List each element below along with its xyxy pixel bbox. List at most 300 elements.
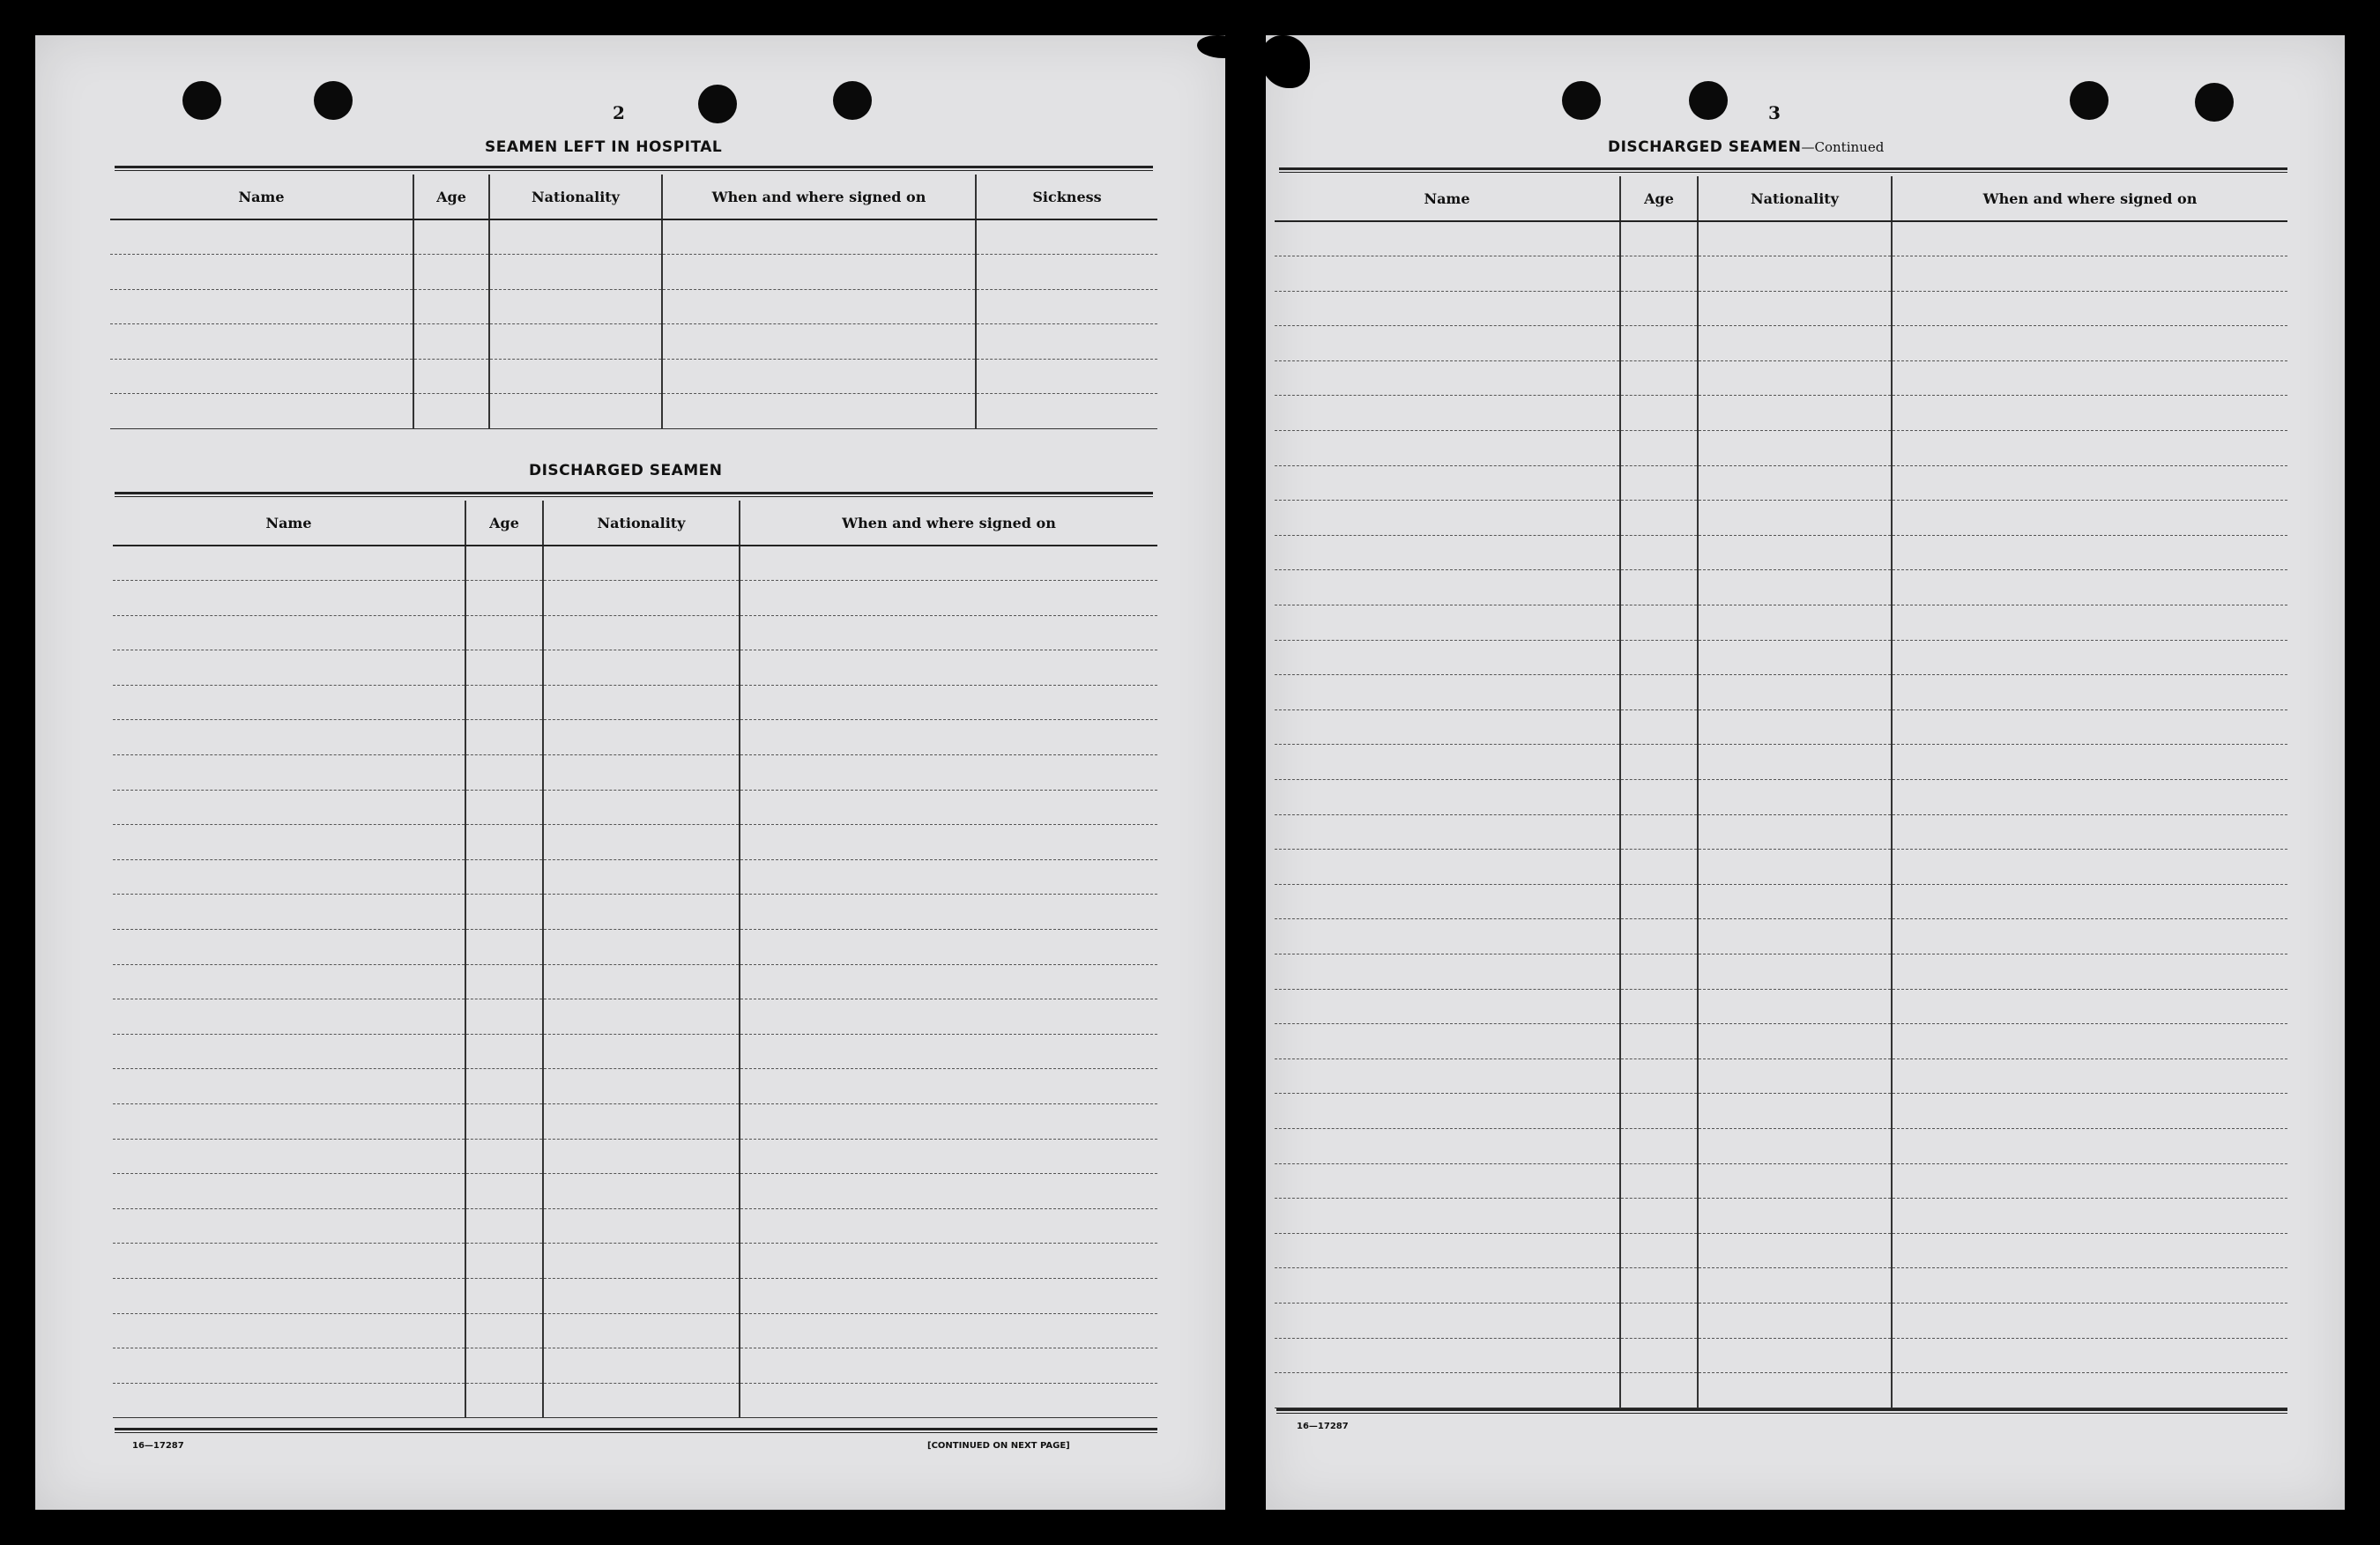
blank-cell bbox=[1698, 396, 1892, 431]
discharged-continued-title bbox=[1608, 138, 1884, 156]
blank-cell bbox=[1275, 465, 1620, 501]
blank-cell bbox=[740, 650, 1157, 686]
blank-row bbox=[1275, 570, 2287, 605]
blank-cell bbox=[113, 930, 465, 965]
blank-cell bbox=[1275, 570, 1620, 605]
torn-edge bbox=[1261, 35, 1310, 88]
blank-cell bbox=[976, 324, 1157, 360]
column-header-name: Name bbox=[110, 175, 413, 219]
blank-row bbox=[110, 394, 1157, 429]
blank-cell bbox=[1620, 326, 1698, 361]
blank-cell bbox=[543, 859, 740, 895]
blank-row bbox=[113, 1069, 1157, 1104]
continued-note: [CONTINUED ON NEXT PAGE] bbox=[927, 1441, 1070, 1451]
blank-cell bbox=[1698, 1303, 1892, 1338]
blank-row bbox=[113, 650, 1157, 686]
blank-cell bbox=[113, 790, 465, 825]
column-header-name: Name bbox=[113, 501, 465, 546]
blank-cell bbox=[1275, 1199, 1620, 1234]
blank-cell bbox=[465, 1069, 543, 1104]
blank-row bbox=[110, 324, 1157, 360]
header-rule bbox=[1279, 167, 2287, 173]
blank-cell bbox=[1698, 360, 1892, 396]
blank-cell bbox=[413, 219, 489, 255]
blank-row bbox=[113, 720, 1157, 755]
blank-cell bbox=[1892, 745, 2287, 780]
blank-cell bbox=[1892, 1268, 2287, 1304]
blank-cell bbox=[662, 394, 976, 429]
blank-cell bbox=[465, 999, 543, 1035]
blank-cell bbox=[113, 1348, 465, 1384]
blank-cell bbox=[543, 1313, 740, 1348]
column-header-age: Age bbox=[465, 501, 543, 546]
blank-cell bbox=[543, 685, 740, 720]
blank-cell bbox=[1620, 1233, 1698, 1268]
blank-cell bbox=[1698, 605, 1892, 641]
blank-cell bbox=[110, 359, 413, 394]
blank-cell bbox=[1275, 745, 1620, 780]
blank-cell bbox=[1892, 570, 2287, 605]
blank-row bbox=[1275, 1163, 2287, 1199]
blank-cell bbox=[1892, 954, 2287, 989]
blank-cell bbox=[1698, 780, 1892, 815]
blank-cell bbox=[113, 1174, 465, 1209]
blank-cell bbox=[1275, 850, 1620, 885]
blank-cell bbox=[543, 1278, 740, 1313]
punch-hole bbox=[2070, 81, 2109, 120]
blank-cell bbox=[1620, 1303, 1698, 1338]
blank-row bbox=[113, 859, 1157, 895]
blank-cell bbox=[1275, 1094, 1620, 1129]
page-number: 2 bbox=[613, 102, 625, 123]
blank-cell bbox=[1698, 570, 1892, 605]
blank-cell bbox=[1275, 1128, 1620, 1163]
blank-row bbox=[113, 1139, 1157, 1174]
blank-cell bbox=[543, 825, 740, 860]
blank-cell bbox=[1892, 814, 2287, 850]
hospital-table bbox=[110, 175, 1157, 429]
blank-cell bbox=[1698, 326, 1892, 361]
blank-cell bbox=[1698, 431, 1892, 466]
blank-cell bbox=[113, 825, 465, 860]
blank-cell bbox=[1892, 640, 2287, 675]
blank-cell bbox=[113, 1313, 465, 1348]
blank-cell bbox=[1698, 465, 1892, 501]
column-header-age: Age bbox=[1620, 176, 1698, 221]
blank-cell bbox=[1620, 814, 1698, 850]
blank-cell bbox=[113, 1139, 465, 1174]
blank-cell bbox=[465, 615, 543, 650]
blank-cell bbox=[1620, 884, 1698, 919]
blank-cell bbox=[1275, 780, 1620, 815]
blank-cell bbox=[1620, 1024, 1698, 1059]
blank-cell bbox=[113, 1278, 465, 1313]
blank-cell bbox=[740, 999, 1157, 1035]
punch-hole bbox=[833, 81, 872, 120]
blank-cell bbox=[1620, 1128, 1698, 1163]
blank-row bbox=[1275, 884, 2287, 919]
blank-cell bbox=[543, 1383, 740, 1418]
left-form-page bbox=[35, 35, 1225, 1510]
blank-cell bbox=[465, 1278, 543, 1313]
blank-cell bbox=[740, 1348, 1157, 1384]
punch-hole bbox=[2195, 83, 2234, 122]
blank-cell bbox=[1620, 465, 1698, 501]
blank-cell bbox=[1620, 919, 1698, 954]
blank-row bbox=[1275, 501, 2287, 536]
blank-cell bbox=[1892, 1128, 2287, 1163]
blank-row bbox=[1275, 989, 2287, 1024]
blank-cell bbox=[740, 1104, 1157, 1140]
blank-cell bbox=[543, 1139, 740, 1174]
blank-cell bbox=[1620, 1268, 1698, 1304]
blank-cell bbox=[113, 546, 465, 581]
blank-cell bbox=[1275, 1233, 1620, 1268]
continued-suffix: —Continued bbox=[1801, 139, 1885, 155]
blank-cell bbox=[1275, 884, 1620, 919]
blank-cell bbox=[1620, 1058, 1698, 1094]
blank-cell bbox=[1892, 850, 2287, 885]
blank-cell bbox=[1892, 919, 2287, 954]
blank-cell bbox=[1275, 1268, 1620, 1304]
blank-cell bbox=[1892, 884, 2287, 919]
blank-row bbox=[113, 685, 1157, 720]
punch-hole bbox=[182, 81, 221, 120]
blank-cell bbox=[413, 394, 489, 429]
blank-cell bbox=[543, 755, 740, 791]
blank-cell bbox=[1275, 605, 1620, 641]
blank-cell bbox=[1620, 431, 1698, 466]
blank-cell bbox=[740, 1313, 1157, 1348]
blank-cell bbox=[1892, 431, 2287, 466]
blank-cell bbox=[976, 359, 1157, 394]
blank-cell bbox=[543, 615, 740, 650]
blank-cell bbox=[1620, 256, 1698, 292]
blank-cell bbox=[465, 895, 543, 930]
blank-row bbox=[1275, 1058, 2287, 1094]
blank-row bbox=[1275, 326, 2287, 361]
blank-cell bbox=[1620, 570, 1698, 605]
blank-cell bbox=[543, 895, 740, 930]
blank-cell bbox=[1892, 989, 2287, 1024]
blank-cell bbox=[543, 1208, 740, 1244]
blank-cell bbox=[1620, 1163, 1698, 1199]
blank-cell bbox=[1275, 1024, 1620, 1059]
blank-cell bbox=[543, 650, 740, 686]
blank-row bbox=[1275, 954, 2287, 989]
blank-cell bbox=[1892, 360, 2287, 396]
blank-row bbox=[110, 359, 1157, 394]
blank-cell bbox=[543, 1104, 740, 1140]
blank-cell bbox=[1275, 1303, 1620, 1338]
blank-cell bbox=[113, 964, 465, 999]
blank-cell bbox=[1698, 1199, 1892, 1234]
blank-cell bbox=[1620, 1373, 1698, 1408]
blank-cell bbox=[1892, 780, 2287, 815]
blank-cell bbox=[113, 1383, 465, 1418]
blank-cell bbox=[1620, 501, 1698, 536]
blank-cell bbox=[413, 324, 489, 360]
blank-cell bbox=[1698, 1128, 1892, 1163]
blank-cell bbox=[110, 324, 413, 360]
blank-cell bbox=[1892, 1233, 2287, 1268]
discharged-table-body bbox=[113, 546, 1157, 1418]
blank-cell bbox=[413, 255, 489, 290]
blank-cell bbox=[113, 999, 465, 1035]
blank-cell bbox=[113, 755, 465, 791]
blank-cell bbox=[1698, 535, 1892, 570]
blank-cell bbox=[465, 1139, 543, 1174]
blank-cell bbox=[465, 685, 543, 720]
blank-cell bbox=[1698, 989, 1892, 1024]
blank-row bbox=[113, 1348, 1157, 1384]
blank-cell bbox=[1275, 291, 1620, 326]
blank-row bbox=[1275, 1338, 2287, 1373]
blank-row bbox=[113, 930, 1157, 965]
blank-cell bbox=[1698, 1268, 1892, 1304]
form-number: 16—17287 bbox=[1297, 1422, 1349, 1431]
blank-cell bbox=[740, 964, 1157, 999]
blank-row bbox=[1275, 1373, 2287, 1408]
blank-cell bbox=[740, 1278, 1157, 1313]
blank-cell bbox=[1275, 954, 1620, 989]
blank-row bbox=[1275, 256, 2287, 292]
blank-cell bbox=[1275, 256, 1620, 292]
blank-row bbox=[110, 255, 1157, 290]
blank-cell bbox=[543, 930, 740, 965]
hospital-table-body bbox=[110, 219, 1157, 428]
blank-row bbox=[110, 289, 1157, 324]
blank-cell bbox=[1275, 1373, 1620, 1408]
blank-cell bbox=[1698, 291, 1892, 326]
blank-cell bbox=[1275, 675, 1620, 710]
blank-cell bbox=[1275, 1338, 1620, 1373]
blank-cell bbox=[1892, 256, 2287, 292]
blank-cell bbox=[1698, 745, 1892, 780]
blank-cell bbox=[1275, 221, 1620, 256]
discharged-header-rule bbox=[115, 492, 1153, 497]
blank-cell bbox=[1275, 431, 1620, 466]
blank-row bbox=[1275, 640, 2287, 675]
punch-hole bbox=[1689, 81, 1728, 120]
blank-cell bbox=[465, 1313, 543, 1348]
blank-cell bbox=[976, 219, 1157, 255]
blank-cell bbox=[543, 1244, 740, 1279]
blank-cell bbox=[1892, 326, 2287, 361]
blank-cell bbox=[1698, 1338, 1892, 1373]
blank-cell bbox=[1892, 709, 2287, 745]
blank-cell bbox=[1275, 360, 1620, 396]
blank-cell bbox=[543, 1348, 740, 1384]
blank-cell bbox=[1698, 640, 1892, 675]
blank-cell bbox=[113, 1069, 465, 1104]
blank-row bbox=[1275, 431, 2287, 466]
blank-cell bbox=[1892, 675, 2287, 710]
blank-row bbox=[113, 1244, 1157, 1279]
blank-cell bbox=[1620, 675, 1698, 710]
punch-hole bbox=[698, 85, 737, 123]
blank-cell bbox=[740, 1383, 1157, 1418]
blank-cell bbox=[1892, 501, 2287, 536]
discharged-continued-table bbox=[1275, 176, 2287, 1408]
blank-cell bbox=[1620, 605, 1698, 641]
blank-cell bbox=[543, 720, 740, 755]
blank-cell bbox=[465, 581, 543, 616]
blank-row bbox=[113, 1278, 1157, 1313]
blank-row bbox=[1275, 675, 2287, 710]
blank-cell bbox=[1892, 1094, 2287, 1129]
blank-cell bbox=[113, 720, 465, 755]
blank-cell bbox=[413, 359, 489, 394]
blank-cell bbox=[1620, 850, 1698, 885]
blank-cell bbox=[1698, 1094, 1892, 1129]
blank-cell bbox=[465, 546, 543, 581]
blank-cell bbox=[489, 289, 662, 324]
blank-row bbox=[113, 1313, 1157, 1348]
blank-cell bbox=[489, 219, 662, 255]
blank-cell bbox=[465, 1034, 543, 1069]
blank-cell bbox=[740, 1208, 1157, 1244]
blank-row bbox=[1275, 221, 2287, 256]
column-header-signed-on: When and where signed on bbox=[740, 501, 1157, 546]
blank-cell bbox=[113, 1208, 465, 1244]
blank-cell bbox=[543, 999, 740, 1035]
blank-row bbox=[1275, 814, 2287, 850]
bottom-rule bbox=[1276, 1408, 2287, 1414]
blank-cell bbox=[1620, 1199, 1698, 1234]
blank-cell bbox=[113, 1034, 465, 1069]
blank-cell bbox=[489, 359, 662, 394]
blank-cell bbox=[1620, 396, 1698, 431]
blank-cell bbox=[1620, 709, 1698, 745]
blank-cell bbox=[1698, 256, 1892, 292]
blank-cell bbox=[465, 755, 543, 791]
blank-row bbox=[1275, 291, 2287, 326]
blank-row bbox=[113, 581, 1157, 616]
blank-row bbox=[1275, 1128, 2287, 1163]
hospital-header-rule bbox=[115, 166, 1153, 171]
blank-row bbox=[1275, 360, 2287, 396]
blank-cell bbox=[1620, 291, 1698, 326]
blank-row bbox=[113, 790, 1157, 825]
blank-cell bbox=[489, 394, 662, 429]
blank-cell bbox=[1275, 919, 1620, 954]
blank-cell bbox=[113, 615, 465, 650]
blank-cell bbox=[740, 546, 1157, 581]
blank-cell bbox=[1892, 1024, 2287, 1059]
blank-cell bbox=[465, 859, 543, 895]
blank-cell bbox=[1620, 745, 1698, 780]
blank-cell bbox=[1275, 1163, 1620, 1199]
blank-row bbox=[113, 755, 1157, 791]
blank-cell bbox=[1698, 1024, 1892, 1059]
column-header-nationality: Nationality bbox=[543, 501, 740, 546]
blank-cell bbox=[110, 289, 413, 324]
blank-cell bbox=[1698, 919, 1892, 954]
discharged-section-title: DISCHARGED SEAMEN bbox=[529, 462, 723, 479]
blank-cell bbox=[740, 1069, 1157, 1104]
blank-cell bbox=[110, 255, 413, 290]
blank-row bbox=[1275, 1199, 2287, 1234]
blank-row bbox=[113, 1208, 1157, 1244]
column-header-nationality: Nationality bbox=[1698, 176, 1892, 221]
column-header-signed-on: When and where signed on bbox=[1892, 176, 2287, 221]
blank-cell bbox=[543, 1034, 740, 1069]
blank-cell bbox=[465, 1244, 543, 1279]
blank-row bbox=[113, 825, 1157, 860]
blank-cell bbox=[740, 615, 1157, 650]
blank-cell bbox=[662, 289, 976, 324]
punch-hole bbox=[314, 81, 353, 120]
blank-cell bbox=[1620, 989, 1698, 1024]
blank-cell bbox=[1892, 1373, 2287, 1408]
blank-cell bbox=[1698, 884, 1892, 919]
blank-cell bbox=[465, 650, 543, 686]
page-number: 3 bbox=[1768, 102, 1781, 123]
discharged-table bbox=[113, 501, 1157, 1418]
column-header-sickness: Sickness bbox=[976, 175, 1157, 219]
blank-cell bbox=[113, 1244, 465, 1279]
blank-cell bbox=[1275, 326, 1620, 361]
blank-cell bbox=[489, 324, 662, 360]
column-header-age: Age bbox=[413, 175, 489, 219]
blank-row bbox=[113, 895, 1157, 930]
blank-cell bbox=[1620, 535, 1698, 570]
blank-cell bbox=[543, 1069, 740, 1104]
blank-cell bbox=[465, 1104, 543, 1140]
blank-cell bbox=[976, 255, 1157, 290]
blank-cell bbox=[1698, 221, 1892, 256]
blank-cell bbox=[543, 546, 740, 581]
blank-cell bbox=[110, 219, 413, 255]
hospital-section-title: SEAMEN LEFT IN HOSPITAL bbox=[485, 138, 723, 156]
blank-row bbox=[113, 1034, 1157, 1069]
blank-cell bbox=[113, 859, 465, 895]
blank-row bbox=[113, 1383, 1157, 1418]
blank-cell bbox=[976, 394, 1157, 429]
blank-row bbox=[113, 1174, 1157, 1209]
blank-cell bbox=[465, 790, 543, 825]
blank-cell bbox=[465, 1208, 543, 1244]
blank-cell bbox=[113, 1104, 465, 1140]
blank-cell bbox=[489, 255, 662, 290]
blank-row bbox=[113, 546, 1157, 581]
blank-cell bbox=[543, 1174, 740, 1209]
blank-cell bbox=[1698, 1163, 1892, 1199]
blank-cell bbox=[740, 1244, 1157, 1279]
blank-cell bbox=[1892, 1199, 2287, 1234]
blank-cell bbox=[740, 825, 1157, 860]
blank-cell bbox=[465, 825, 543, 860]
blank-row bbox=[1275, 1303, 2287, 1338]
blank-row bbox=[113, 999, 1157, 1035]
blank-cell bbox=[110, 394, 413, 429]
blank-cell bbox=[413, 289, 489, 324]
blank-row bbox=[1275, 1268, 2287, 1304]
section-title-text: DISCHARGED SEAMEN bbox=[1608, 138, 1802, 156]
blank-cell bbox=[740, 685, 1157, 720]
column-header-name: Name bbox=[1275, 176, 1620, 221]
blank-cell bbox=[1620, 1094, 1698, 1129]
blank-row bbox=[113, 1104, 1157, 1140]
blank-cell bbox=[113, 685, 465, 720]
blank-row bbox=[1275, 1233, 2287, 1268]
blank-row bbox=[1275, 709, 2287, 745]
blank-cell bbox=[740, 1034, 1157, 1069]
blank-cell bbox=[1698, 1373, 1892, 1408]
blank-row bbox=[110, 219, 1157, 255]
blank-cell bbox=[465, 720, 543, 755]
